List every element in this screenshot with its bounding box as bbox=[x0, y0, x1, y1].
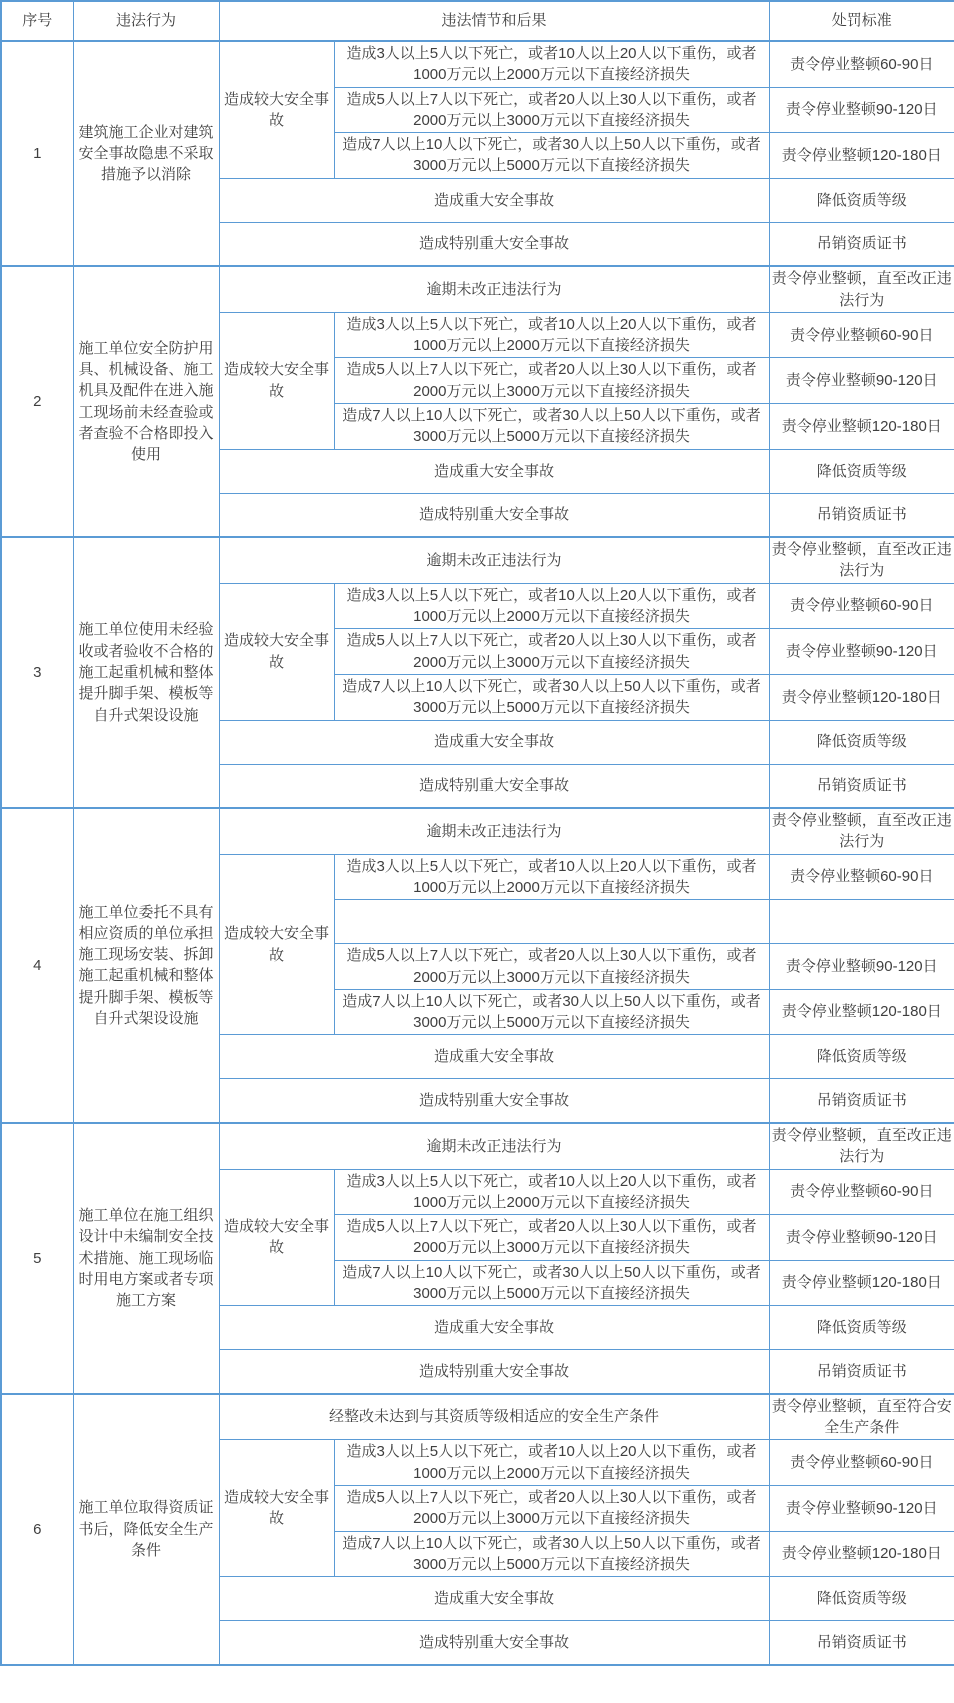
penalty-cell: 吊销资质证书 bbox=[769, 1350, 954, 1394]
behavior-cell: 施工单位在施工组织设计中未编制安全技术措施、施工现场临时用电方案或者专项施工方案 bbox=[73, 1123, 219, 1394]
detail-cell: 造成7人以上10人以下死亡，或者30人以上50人以下重伤，或者3000万元以上5000万元以下直接经济损失 bbox=[334, 404, 769, 450]
penalty-cell: 责令停业整顿120-180日 bbox=[769, 404, 954, 450]
full-circumstance-cell: 造成重大安全事故 bbox=[219, 1035, 769, 1079]
empty-detail-cell bbox=[334, 900, 769, 944]
penalty-cell: 责令停业整顿120-180日 bbox=[769, 989, 954, 1035]
table-row bbox=[1, 1394, 954, 1440]
full-circumstance-cell: 造成特别重大安全事故 bbox=[219, 493, 769, 537]
penalty-cell: 责令停业整顿90-120日 bbox=[769, 1215, 954, 1261]
penalty-cell: 降低资质等级 bbox=[769, 449, 954, 493]
detail-cell: 造成7人以上10人以下死亡，或者30人以上50人以下重伤，或者3000万元以上5000万元以下直接经济损失 bbox=[334, 989, 769, 1035]
penalty-cell: 责令停业整顿，直至改正违法行为 bbox=[769, 266, 954, 312]
detail-cell: 造成3人以上5人以下死亡，或者10人以上20人以下重伤，或者1000万元以上2000万元以下直接经济损失 bbox=[334, 583, 769, 629]
penalty-cell: 责令停业整顿60-90日 bbox=[769, 41, 954, 87]
full-circumstance-cell: 造成特别重大安全事故 bbox=[219, 1350, 769, 1394]
penalty-cell: 吊销资质证书 bbox=[769, 764, 954, 808]
accident-group-cell: 造成较大安全事故 bbox=[219, 854, 334, 1035]
row-number-cell: 2 bbox=[1, 266, 73, 537]
penalty-cell: 责令停业整顿，直至改正违法行为 bbox=[769, 537, 954, 583]
full-circumstance-cell: 造成重大安全事故 bbox=[219, 1577, 769, 1621]
behavior-cell: 施工单位安全防护用具、机械设备、施工机具及配件在进入施工现场前未经查验或者查验不合格即投入使用 bbox=[73, 266, 219, 537]
detail-cell: 造成3人以上5人以下死亡，或者10人以上20人以下重伤，或者1000万元以上2000万元以下直接经济损失 bbox=[334, 1169, 769, 1215]
penalty-cell: 责令停业整顿90-120日 bbox=[769, 1485, 954, 1531]
penalty-cell: 降低资质等级 bbox=[769, 178, 954, 222]
header-behavior: 违法行为 bbox=[73, 1, 219, 41]
penalty-cell: 责令停业整顿，直至符合安全生产条件 bbox=[769, 1394, 954, 1440]
full-circumstance-cell: 逾期未改正违法行为 bbox=[219, 537, 769, 583]
penalty-cell: 责令停业整顿60-90日 bbox=[769, 312, 954, 358]
detail-cell: 造成7人以上10人以下死亡，或者30人以上50人以下重伤，或者3000万元以上5000万元以下直接经济损失 bbox=[334, 674, 769, 720]
penalty-cell: 责令停业整顿120-180日 bbox=[769, 674, 954, 720]
penalty-cell: 责令停业整顿60-90日 bbox=[769, 1440, 954, 1486]
table-row bbox=[1, 266, 954, 312]
penalty-cell: 责令停业整顿120-180日 bbox=[769, 133, 954, 179]
detail-cell: 造成7人以上10人以下死亡，或者30人以上50人以下重伤，或者3000万元以上5000万元以下直接经济损失 bbox=[334, 1260, 769, 1306]
detail-cell: 造成3人以上5人以下死亡，或者10人以上20人以下重伤，或者1000万元以上2000万元以下直接经济损失 bbox=[334, 1440, 769, 1486]
detail-cell: 造成7人以上10人以下死亡，或者30人以上50人以下重伤，或者3000万元以上5000万元以下直接经济损失 bbox=[334, 133, 769, 179]
full-circumstance-cell: 造成重大安全事故 bbox=[219, 720, 769, 764]
penalty-cell: 责令停业整顿60-90日 bbox=[769, 1169, 954, 1215]
penalty-cell: 吊销资质证书 bbox=[769, 1621, 954, 1665]
header-penalty: 处罚标准 bbox=[769, 1, 954, 41]
full-circumstance-cell: 造成重大安全事故 bbox=[219, 449, 769, 493]
header-circumstance: 违法情节和后果 bbox=[219, 1, 769, 41]
penalty-cell: 吊销资质证书 bbox=[769, 1079, 954, 1123]
header-no: 序号 bbox=[1, 1, 73, 41]
full-circumstance-cell: 逾期未改正违法行为 bbox=[219, 808, 769, 854]
behavior-cell: 施工单位取得资质证书后，降低安全生产条件 bbox=[73, 1394, 219, 1665]
penalty-cell: 责令停业整顿90-120日 bbox=[769, 944, 954, 990]
penalty-cell: 降低资质等级 bbox=[769, 1306, 954, 1350]
accident-group-cell: 造成较大安全事故 bbox=[219, 583, 334, 720]
table-row bbox=[1, 1123, 954, 1169]
behavior-cell: 施工单位委托不具有相应资质的单位承担施工现场安装、拆卸施工起重机械和整体提升脚手架、模板等自升式架设设施 bbox=[73, 808, 219, 1123]
penalty-cell: 责令停业整顿60-90日 bbox=[769, 583, 954, 629]
row-number-cell: 1 bbox=[1, 41, 73, 266]
full-circumstance-cell: 造成特别重大安全事故 bbox=[219, 1079, 769, 1123]
table-row bbox=[1, 41, 954, 87]
penalty-cell: 降低资质等级 bbox=[769, 1577, 954, 1621]
detail-cell: 造成5人以上7人以下死亡，或者20人以上30人以下重伤，或者2000万元以上3000万元以下直接经济损失 bbox=[334, 358, 769, 404]
table-row bbox=[1, 808, 954, 854]
row-number-cell: 6 bbox=[1, 1394, 73, 1665]
detail-cell: 造成5人以上7人以下死亡，或者20人以上30人以下重伤，或者2000万元以上3000万元以下直接经济损失 bbox=[334, 1485, 769, 1531]
penalty-cell: 责令停业整顿120-180日 bbox=[769, 1531, 954, 1577]
accident-group-cell: 造成较大安全事故 bbox=[219, 1440, 334, 1577]
row-number-cell: 4 bbox=[1, 808, 73, 1123]
detail-cell: 造成5人以上7人以下死亡，或者20人以上30人以下重伤，或者2000万元以上3000万元以下直接经济损失 bbox=[334, 944, 769, 990]
full-circumstance-cell: 逾期未改正违法行为 bbox=[219, 1123, 769, 1169]
detail-cell: 造成5人以上7人以下死亡，或者20人以上30人以下重伤，或者2000万元以上3000万元以下直接经济损失 bbox=[334, 1215, 769, 1261]
detail-cell: 造成7人以上10人以下死亡，或者30人以上50人以下重伤，或者3000万元以上5000万元以下直接经济损失 bbox=[334, 1531, 769, 1577]
accident-group-cell: 造成较大安全事故 bbox=[219, 312, 334, 449]
penalty-cell: 责令停业整顿90-120日 bbox=[769, 87, 954, 133]
detail-cell: 造成3人以上5人以下死亡，或者10人以上20人以下重伤，或者1000万元以上2000万元以下直接经济损失 bbox=[334, 854, 769, 900]
full-circumstance-cell: 造成重大安全事故 bbox=[219, 1306, 769, 1350]
row-number-cell: 3 bbox=[1, 537, 73, 808]
penalty-cell: 责令停业整顿90-120日 bbox=[769, 358, 954, 404]
row-number-cell: 5 bbox=[1, 1123, 73, 1394]
behavior-cell: 施工单位使用未经验收或者验收不合格的施工起重机械和整体提升脚手架、模板等自升式架设设施 bbox=[73, 537, 219, 808]
full-circumstance-cell: 造成特别重大安全事故 bbox=[219, 222, 769, 266]
penalty-cell: 吊销资质证书 bbox=[769, 222, 954, 266]
penalty-cell: 责令停业整顿120-180日 bbox=[769, 1260, 954, 1306]
detail-cell: 造成3人以上5人以下死亡，或者10人以上20人以下重伤，或者1000万元以上2000万元以下直接经济损失 bbox=[334, 41, 769, 87]
penalty-cell: 降低资质等级 bbox=[769, 1035, 954, 1079]
full-circumstance-cell: 逾期未改正违法行为 bbox=[219, 266, 769, 312]
header-row bbox=[1, 1, 954, 41]
accident-group-cell: 造成较大安全事故 bbox=[219, 1169, 334, 1306]
full-circumstance-cell: 造成特别重大安全事故 bbox=[219, 764, 769, 808]
full-circumstance-cell: 造成重大安全事故 bbox=[219, 178, 769, 222]
table-row bbox=[1, 537, 954, 583]
empty-penalty-cell bbox=[769, 900, 954, 944]
full-circumstance-cell: 造成特别重大安全事故 bbox=[219, 1621, 769, 1665]
detail-cell: 造成5人以上7人以下死亡，或者20人以上30人以下重伤，或者2000万元以上3000万元以下直接经济损失 bbox=[334, 629, 769, 675]
penalty-cell: 吊销资质证书 bbox=[769, 493, 954, 537]
penalty-cell: 责令停业整顿，直至改正违法行为 bbox=[769, 808, 954, 854]
penalty-cell: 降低资质等级 bbox=[769, 720, 954, 764]
behavior-cell: 建筑施工企业对建筑安全事故隐患不采取措施予以消除 bbox=[73, 41, 219, 266]
penalty-cell: 责令停业整顿90-120日 bbox=[769, 629, 954, 675]
full-circumstance-cell: 经整改未达到与其资质等级相适应的安全生产条件 bbox=[219, 1394, 769, 1440]
penalty-cell: 责令停业整顿，直至改正违法行为 bbox=[769, 1123, 954, 1169]
accident-group-cell: 造成较大安全事故 bbox=[219, 41, 334, 178]
penalty-cell: 责令停业整顿60-90日 bbox=[769, 854, 954, 900]
detail-cell: 造成3人以上5人以下死亡，或者10人以上20人以下重伤，或者1000万元以上2000万元以下直接经济损失 bbox=[334, 312, 769, 358]
detail-cell: 造成5人以上7人以下死亡，或者20人以上30人以下重伤，或者2000万元以上3000万元以下直接经济损失 bbox=[334, 87, 769, 133]
